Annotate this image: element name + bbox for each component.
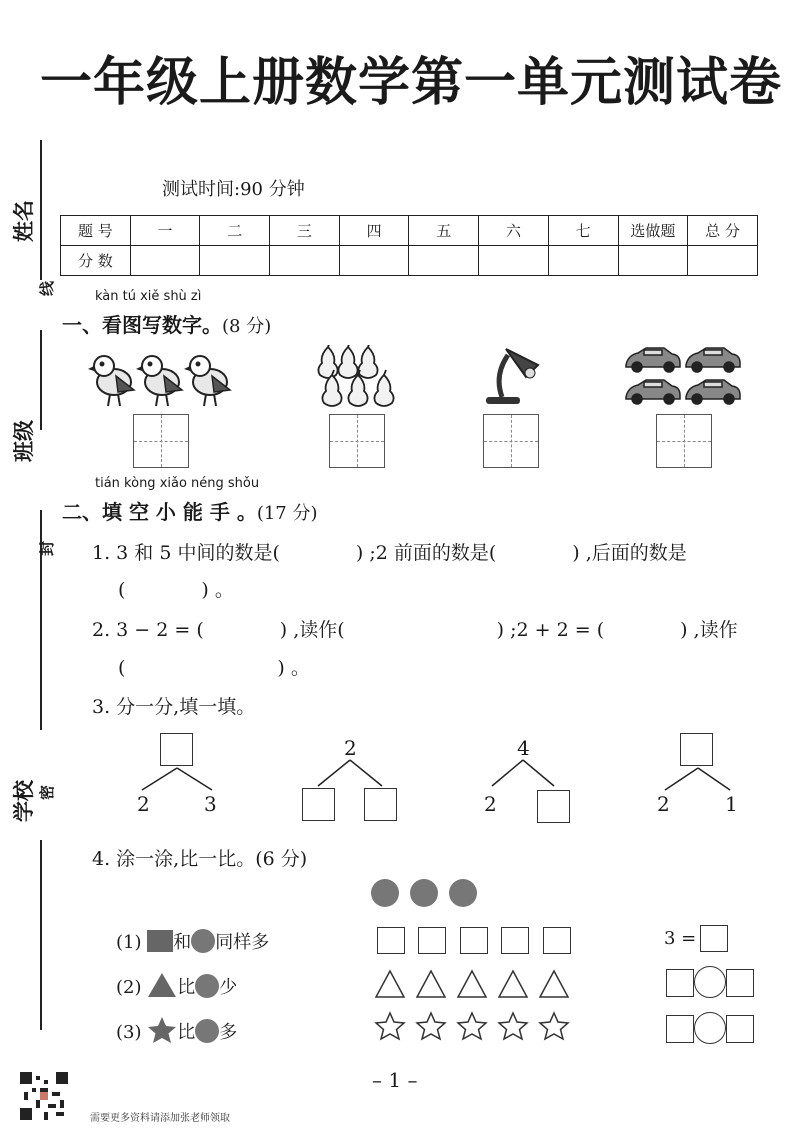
side-divider [40, 840, 42, 1030]
binding-mark-line: 线 [38, 280, 56, 296]
table-cell: 选做题 [618, 216, 688, 246]
q4-points: (6 分) [255, 848, 308, 870]
table-cell: 四 [339, 216, 409, 246]
row-text-a: 和 [173, 932, 192, 953]
split-right-number: 3 [204, 792, 217, 816]
binding-mark-seal: 封 [38, 540, 56, 556]
page-number: – 1 – [372, 1068, 418, 1092]
square-to-color[interactable] [501, 927, 529, 954]
table-cell: 总 分 [688, 216, 758, 246]
split-left-box[interactable] [302, 788, 335, 821]
compare-right-box[interactable] [726, 1015, 754, 1043]
footer-note: 需要更多资料请添加张老师领取 [90, 1113, 230, 1124]
row-text-a: 比 [177, 977, 196, 998]
score-cell[interactable] [479, 246, 549, 276]
side-divider [40, 140, 42, 280]
square-to-color[interactable] [418, 927, 446, 954]
page-title: 一年级上册数学第一单元测试卷 [40, 53, 783, 113]
score-cell[interactable] [200, 246, 270, 276]
row-index: (2) [116, 977, 142, 998]
triangles-to-color[interactable] [374, 968, 574, 1000]
side-divider [40, 330, 42, 430]
compare-row-3-label [116, 1016, 237, 1044]
row-text-a: 比 [177, 1022, 196, 1043]
filled-circle-icon [195, 1019, 219, 1043]
split-right-box[interactable] [364, 788, 397, 821]
q3-text: 3. 分一分,填一填。 [92, 696, 256, 718]
q1-line2: ( ) 。 [118, 579, 234, 601]
section2-pinyin: tián kòng xiǎo néng shǒu [95, 476, 260, 491]
compare-left-box[interactable] [666, 969, 694, 997]
row-index: (3) [116, 1022, 142, 1043]
answer-grid-lamp[interactable] [483, 414, 539, 468]
table-cell: 二 [200, 216, 270, 246]
square-to-color[interactable] [460, 927, 488, 954]
split-top-number: 4 [517, 736, 530, 760]
section1-heading [62, 309, 271, 338]
q2-line1: 2. 3 − 2 = ( ) ,读作( ) ;2 + 2 = ( ) ,读作 [92, 619, 738, 641]
answer-grid-birds[interactable] [133, 414, 189, 468]
answer-grid-cars[interactable] [656, 414, 712, 468]
side-label-school: 学校 [12, 780, 36, 822]
score-cell[interactable] [339, 246, 409, 276]
filled-square-icon [147, 930, 173, 952]
birds-picture [88, 350, 238, 410]
answer-box[interactable] [700, 925, 728, 952]
filled-circle-icon [195, 974, 219, 998]
square-to-color[interactable] [543, 927, 571, 954]
square-to-color[interactable] [377, 927, 405, 954]
filled-circle-icon [191, 929, 215, 953]
compare-row-2-label [116, 972, 237, 999]
table-cell: 七 [548, 216, 618, 246]
score-cell[interactable] [688, 246, 758, 276]
answer-grid-pears[interactable] [329, 414, 385, 468]
row-text-b: 同样多 [215, 932, 270, 953]
score-cell[interactable] [548, 246, 618, 276]
score-table [60, 215, 758, 276]
table-cell: 一 [130, 216, 200, 246]
stars-to-color[interactable] [374, 1011, 574, 1043]
binding-mark-secret: 密 [38, 784, 56, 800]
q2-line2: ( ) 。 [118, 657, 310, 679]
table-cell: 三 [270, 216, 340, 246]
split-top-box[interactable] [160, 733, 193, 766]
table-cell: 分 数 [61, 246, 131, 276]
side-label-name: 姓名 [12, 200, 36, 242]
section1-points: (8 分) [222, 316, 272, 337]
table-cell: 六 [479, 216, 549, 246]
split-left-number: 2 [484, 792, 497, 816]
table-cell: 五 [409, 216, 479, 246]
split-right-box[interactable] [537, 790, 570, 823]
section1-title: 一、看图写数字。 [62, 313, 222, 337]
score-cell[interactable] [409, 246, 479, 276]
split-top-number: 2 [344, 736, 357, 760]
q4-heading [92, 844, 307, 871]
row-index: (1) [116, 932, 142, 953]
score-cell[interactable] [618, 246, 688, 276]
section1-pinyin: kàn tú xiě shù zì [95, 289, 202, 304]
q4-text: 4. 涂一涂,比一比。 [92, 848, 256, 870]
side-label-class: 班级 [12, 420, 36, 462]
split-left-number: 2 [137, 792, 150, 816]
score-cell[interactable] [130, 246, 200, 276]
lamp-picture [478, 345, 548, 410]
split-right-number: 1 [725, 792, 738, 816]
q1-line1: 1. 3 和 5 中间的数是( ) ;2 前面的数是( ) ,后面的数是 [92, 542, 687, 564]
filled-star-icon [147, 1016, 177, 1044]
reference-circles [368, 876, 480, 910]
qr-code-icon [20, 1072, 68, 1120]
score-cell[interactable] [270, 246, 340, 276]
score-table-score-row [61, 246, 758, 276]
compare-left-box[interactable] [666, 1015, 694, 1043]
compare-right-box[interactable] [726, 969, 754, 997]
row-text-b: 少 [219, 977, 238, 998]
score-table-header-row [61, 216, 758, 246]
compare-circle[interactable] [694, 1012, 726, 1044]
compare-circle[interactable] [694, 966, 726, 998]
compare-row-1-label [116, 928, 269, 954]
cars-picture [624, 345, 742, 407]
section2-points: (17 分) [256, 503, 318, 524]
pears-picture [316, 345, 396, 410]
row-text-b: 多 [219, 1022, 238, 1043]
table-cell: 题 号 [61, 216, 131, 246]
section2-heading [62, 496, 318, 525]
split-left-number: 2 [657, 792, 670, 816]
test-time: 测试时间:90 分钟 [162, 179, 305, 200]
row1-result-text: 3 = [664, 928, 697, 949]
filled-triangle-icon [147, 972, 177, 998]
section2-title: 二、填 空 小 能 手 。 [62, 500, 257, 524]
split-top-box[interactable] [680, 733, 713, 766]
